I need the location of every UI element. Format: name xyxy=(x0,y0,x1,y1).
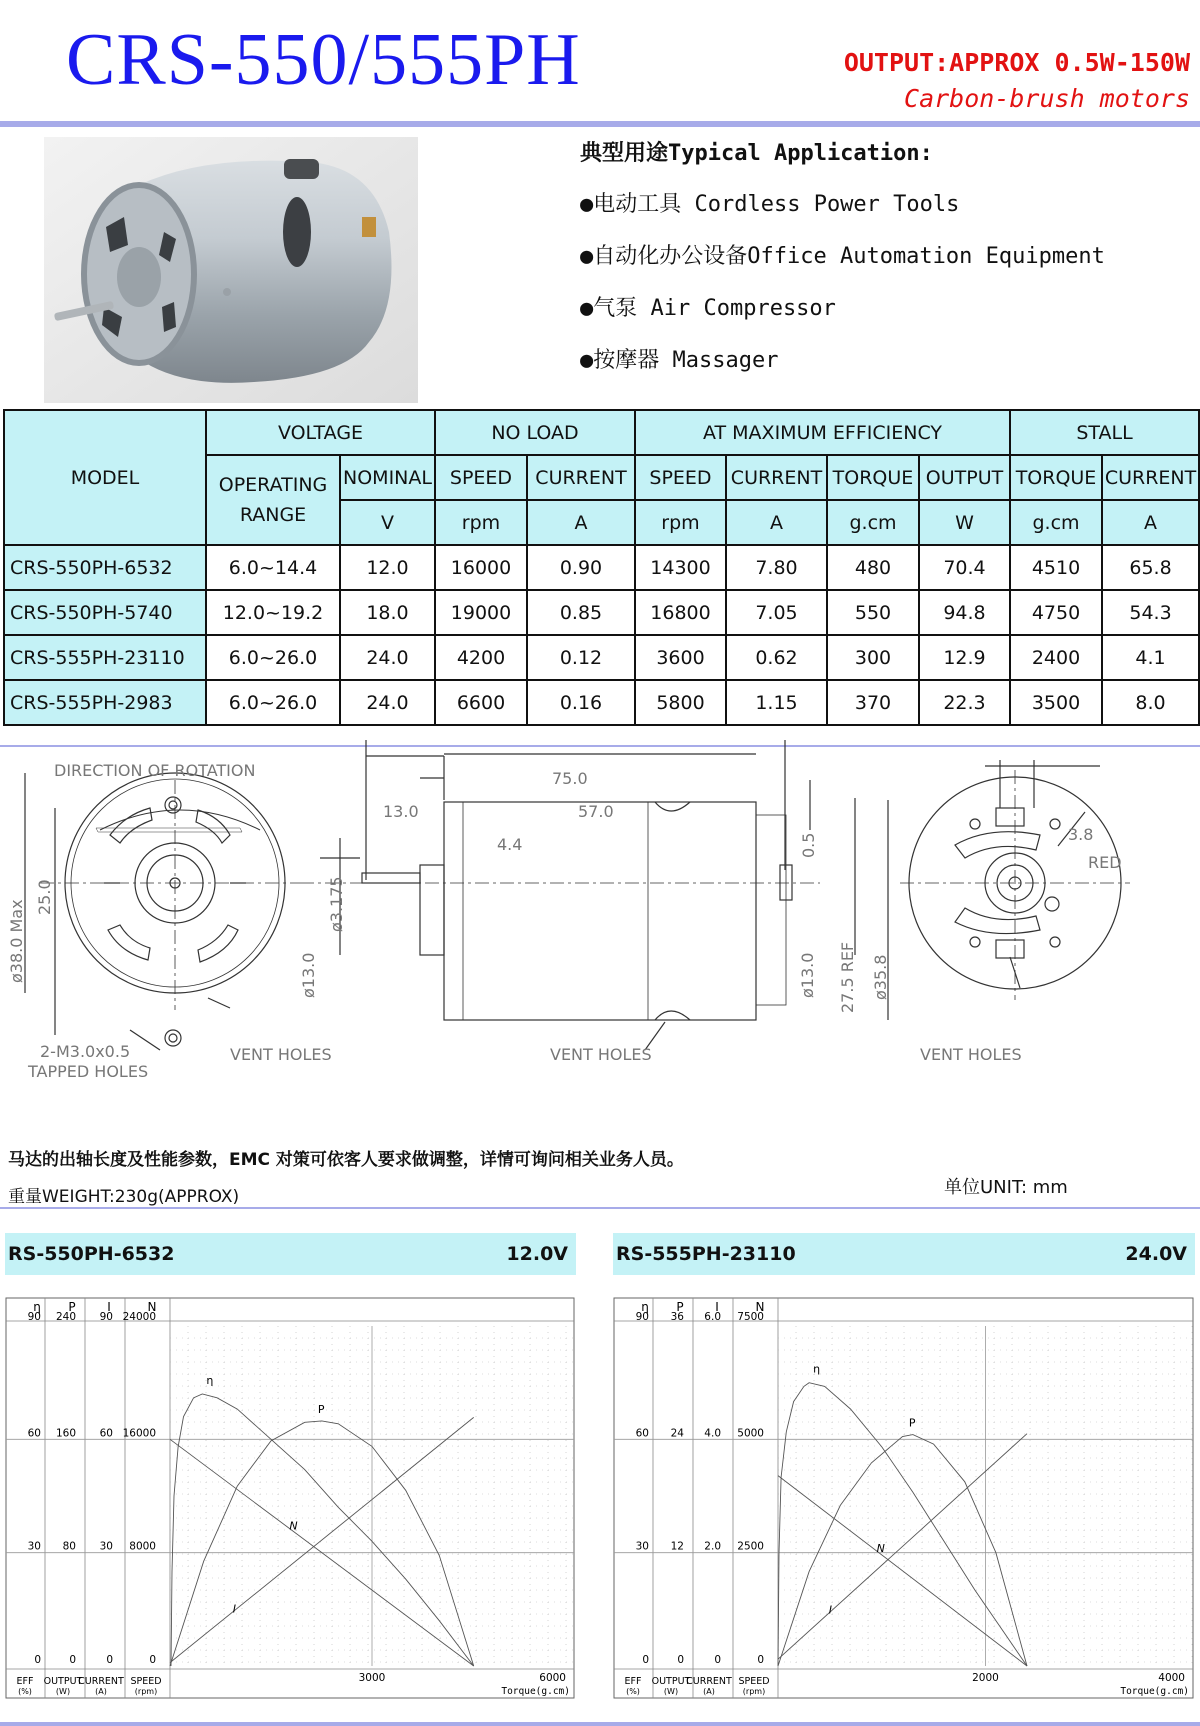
application-heading: 典型用途Typical Application: xyxy=(580,141,933,166)
curve-out xyxy=(778,1435,1027,1666)
axis-tick-cur: 2.0 xyxy=(704,1540,721,1553)
curve-cur xyxy=(778,1434,1027,1660)
curve-label-cur: I xyxy=(232,1602,237,1616)
motor-photo xyxy=(44,137,418,403)
dim-offset: 0.5 xyxy=(799,832,818,858)
curve-label-eff: η xyxy=(813,1362,821,1376)
table-cell: 300 xyxy=(827,635,919,680)
tapped-holes-label: TAPPED HOLES xyxy=(28,1062,149,1081)
table-row xyxy=(4,590,1199,635)
axis-tick-out: 12 xyxy=(670,1540,684,1553)
dim-shaft-diameter: ø3.175 xyxy=(327,876,346,932)
axis-unit-spd: (rpm) xyxy=(134,1687,158,1696)
table-row xyxy=(4,545,1199,590)
application-item: ●电动工具 Cordless Power Tools xyxy=(580,192,960,217)
vent-holes-label: VENT HOLES xyxy=(920,1045,1022,1064)
performance-chart-2 xyxy=(613,1296,1195,1701)
chart-1-title: RS-550PH-6532 xyxy=(8,1243,175,1265)
output-range-label: OUTPUT:APPROX 0.5W-150W xyxy=(843,48,1190,77)
axis-unit-out: (W) xyxy=(663,1687,679,1696)
axis-foot-out: OUTPUT xyxy=(43,1676,83,1687)
table-cell: 370 xyxy=(827,680,919,725)
axis-head-spd: N xyxy=(755,1300,765,1314)
unit-cell: W xyxy=(919,500,1010,545)
axis-foot-spd: SPEED xyxy=(130,1676,162,1687)
x-tick-label: 2000 xyxy=(972,1672,999,1684)
dim-boss-diameter: ø13.0 xyxy=(299,952,318,998)
axis-tick-cur: 6.0 xyxy=(704,1311,721,1323)
table-cell: 2400 xyxy=(1010,635,1102,680)
dim-boss-length: 4.4 xyxy=(497,835,523,854)
table-cell: 4510 xyxy=(1010,545,1102,590)
vent-holes-label: VENT HOLES xyxy=(230,1045,332,1064)
curve-label-out: P xyxy=(908,1416,916,1430)
footer-divider xyxy=(0,1722,1200,1726)
table-cell: 4.1 xyxy=(1102,635,1199,680)
stall-torque-header: TORQUE xyxy=(1010,455,1102,500)
notes xyxy=(8,1145,684,1207)
notes-divider xyxy=(0,1207,1200,1209)
red-terminal-label: RED xyxy=(1088,853,1122,872)
application-item: ●气泵 Air Compressor xyxy=(580,296,836,321)
axis-unit-cur: (A) xyxy=(703,1687,715,1696)
axis-foot-out: OUTPUT xyxy=(651,1676,691,1687)
chart-2-voltage: 24.0V xyxy=(1125,1243,1187,1265)
axis-tick-eff: 30 xyxy=(635,1540,649,1553)
x-tick-label: 4000 xyxy=(1158,1672,1185,1684)
axis-tick-out: 0 xyxy=(69,1654,76,1666)
dim-body-diameter: ø35.8 xyxy=(871,954,890,1000)
maxeff-output-header: OUTPUT xyxy=(919,455,1010,500)
dim-body-length: 57.0 xyxy=(578,802,614,821)
table-cell: 5800 xyxy=(635,680,726,725)
chart-2-title: RS-555PH-23110 xyxy=(616,1243,796,1265)
axis-head-spd: N xyxy=(147,1300,157,1314)
operating-range-header: OPERATING RANGE xyxy=(206,455,340,545)
chart-2-header xyxy=(613,1233,1195,1275)
table-cell: 4200 xyxy=(435,635,527,680)
dim-overall-length: 75.0 xyxy=(552,769,588,788)
table-cell: 0.85 xyxy=(527,590,635,635)
table-row xyxy=(4,680,1199,725)
model-cell: CRS-555PH-2983 xyxy=(4,680,206,725)
table-cell: 12.9 xyxy=(919,635,1010,680)
axis-foot-cur: CURRENT xyxy=(78,1676,124,1687)
unit-cell: V xyxy=(340,500,435,545)
unit-note: 单位UNIT: mm xyxy=(944,1177,1068,1198)
motor-type-subtitle: Carbon-brush motors xyxy=(904,84,1190,113)
axis-tick-cur: 60 xyxy=(99,1427,113,1440)
axis-tick-spd: 8000 xyxy=(129,1540,156,1553)
table-cell: 65.8 xyxy=(1102,545,1199,590)
unit-cell: A xyxy=(726,500,827,545)
model-header: MODEL xyxy=(4,410,206,545)
axis-tick-spd: 0 xyxy=(149,1654,156,1666)
application-item: ●按摩器 Massager xyxy=(580,348,779,373)
x-tick-label: 3000 xyxy=(358,1672,386,1684)
curve-label-spd: N xyxy=(876,1541,885,1555)
axis-tick-eff: 60 xyxy=(635,1427,649,1440)
dim-hole-spacing: 25.0 xyxy=(35,879,54,915)
table-cell: 3600 xyxy=(635,635,726,680)
axis-foot-eff: EFF xyxy=(624,1676,642,1687)
axis-tick-cur: 0 xyxy=(714,1654,721,1666)
table-cell: 16800 xyxy=(635,590,726,635)
table-cell: 18.0 xyxy=(340,590,435,635)
axis-tick-spd: 24000 xyxy=(122,1311,156,1323)
table-cell: 0.62 xyxy=(726,635,827,680)
application-item: ●自动化办公设备Office Automation Equipment xyxy=(580,244,1105,269)
noload-current-header: CURRENT xyxy=(527,455,635,500)
header-divider xyxy=(0,121,1200,127)
curve-label-spd: N xyxy=(289,1519,298,1533)
curve-label-out: P xyxy=(317,1402,325,1416)
axis-head-cur: I xyxy=(715,1300,719,1314)
axis-tick-spd: 7500 xyxy=(737,1311,764,1323)
table-cell: 6600 xyxy=(435,680,527,725)
unit-cell: g.cm xyxy=(1010,500,1102,545)
axis-tick-out: 0 xyxy=(677,1654,684,1666)
nominal-header: NOMINAL xyxy=(340,455,435,500)
unit-cell: A xyxy=(527,500,635,545)
table-cell: 70.4 xyxy=(919,545,1010,590)
table-cell: 16000 xyxy=(435,545,527,590)
x-axis-label: Torque(g.cm) xyxy=(1120,1686,1189,1697)
stall-current-header: CURRENT xyxy=(1102,455,1199,500)
table-cell: 0.90 xyxy=(527,545,635,590)
noload-speed-header: SPEED xyxy=(435,455,527,500)
unit-cell: rpm xyxy=(435,500,527,545)
weight-note: 重量WEIGHT:230g(APPROX) xyxy=(8,1187,240,1207)
table-cell: 19000 xyxy=(435,590,527,635)
table-cell: 54.3 xyxy=(1102,590,1199,635)
unit-cell: rpm xyxy=(635,500,726,545)
curve-spd xyxy=(778,1476,1027,1666)
axis-tick-eff: 60 xyxy=(27,1427,41,1440)
page-title: CRS-550/555PH xyxy=(66,19,581,101)
table-cell: 7.05 xyxy=(726,590,827,635)
axis-foot-spd: SPEED xyxy=(738,1676,770,1687)
typical-application-list xyxy=(580,136,1105,395)
axis-tick-out: 36 xyxy=(670,1311,684,1323)
table-cell: 6.0~26.0 xyxy=(206,635,340,680)
model-cell: CRS-555PH-23110 xyxy=(4,635,206,680)
table-row xyxy=(4,635,1199,680)
axis-unit-cur: (A) xyxy=(95,1687,107,1696)
table-cell: 6.0~26.0 xyxy=(206,680,340,725)
axis-unit-out: (W) xyxy=(55,1687,71,1696)
dim-rear-boss-diameter: ø13.0 xyxy=(798,952,817,998)
axis-head-out: P xyxy=(676,1300,684,1314)
axis-tick-eff: 90 xyxy=(635,1311,649,1323)
table-cell: 94.8 xyxy=(919,590,1010,635)
table-cell: 1.15 xyxy=(726,680,827,725)
dimension-drawing xyxy=(0,740,1200,1120)
table-cell: 0.16 xyxy=(527,680,635,725)
table-cell: 4750 xyxy=(1010,590,1102,635)
max-efficiency-header: AT MAXIMUM EFFICIENCY xyxy=(635,410,1010,455)
unit-cell: g.cm xyxy=(827,500,919,545)
axis-unit-eff: (%) xyxy=(18,1687,32,1696)
no-load-header: NO LOAD xyxy=(435,410,635,455)
table-cell: 3500 xyxy=(1010,680,1102,725)
table-cell: 0.12 xyxy=(527,635,635,680)
axis-unit-eff: (%) xyxy=(626,1687,640,1696)
tapped-holes-spec: 2-M3.0x0.5 xyxy=(40,1042,131,1061)
axis-tick-cur: 0 xyxy=(106,1654,113,1666)
dim-shaft-length: 13.0 xyxy=(383,802,419,821)
unit-cell: A xyxy=(1102,500,1199,545)
x-axis-label: Torque(g.cm) xyxy=(501,1686,570,1697)
table-cell: 8.0 xyxy=(1102,680,1199,725)
chart-frame xyxy=(614,1298,1193,1698)
axis-head-eff: η xyxy=(641,1300,649,1314)
curve-out xyxy=(170,1421,474,1666)
axis-foot-eff: EFF xyxy=(16,1676,34,1687)
curve-label-eff: η xyxy=(206,1374,214,1387)
maxeff-speed-header: SPEED xyxy=(635,455,726,500)
axis-tick-out: 80 xyxy=(62,1540,76,1553)
axis-unit-spd: (rpm) xyxy=(742,1687,766,1696)
table-cell: 6.0~14.4 xyxy=(206,545,340,590)
axis-head-out: P xyxy=(68,1300,76,1314)
model-cell: CRS-550PH-6532 xyxy=(4,545,206,590)
dim-outer-diameter: ø38.0 Max xyxy=(7,899,26,983)
x-tick-label: 6000 xyxy=(539,1672,566,1684)
stall-header: STALL xyxy=(1010,410,1199,455)
axis-tick-eff: 0 xyxy=(642,1654,649,1666)
dim-terminal-width: 3.8 xyxy=(1068,825,1094,844)
axis-tick-cur: 90 xyxy=(99,1311,113,1323)
axis-tick-cur: 4.0 xyxy=(704,1427,721,1440)
chart-1-header xyxy=(5,1233,576,1275)
axis-tick-cur: 30 xyxy=(99,1540,113,1553)
table-cell: 12.0 xyxy=(340,545,435,590)
performance-chart-1 xyxy=(5,1296,576,1701)
curve-eff xyxy=(778,1383,1027,1666)
axis-tick-spd: 5000 xyxy=(737,1427,764,1440)
table-cell: 12.0~19.2 xyxy=(206,590,340,635)
table-cell: 7.80 xyxy=(726,545,827,590)
axis-tick-out: 160 xyxy=(55,1427,76,1440)
maxeff-current-header: CURRENT xyxy=(726,455,827,500)
table-cell: 24.0 xyxy=(340,635,435,680)
table-cell: 480 xyxy=(827,545,919,590)
vent-holes-label: VENT HOLES xyxy=(550,1045,652,1064)
maxeff-torque-header: TORQUE xyxy=(827,455,919,500)
axis-tick-out: 240 xyxy=(55,1311,76,1323)
axis-tick-eff: 90 xyxy=(27,1311,41,1323)
rotation-label: DIRECTION OF ROTATION xyxy=(54,761,256,780)
table-cell: 22.3 xyxy=(919,680,1010,725)
axis-foot-cur: CURRENT xyxy=(686,1676,732,1687)
specification-table xyxy=(3,409,1200,726)
chart-1-voltage: 12.0V xyxy=(506,1243,568,1265)
motor-photo-illustration xyxy=(44,137,418,403)
dim-reference: 27.5 REF xyxy=(838,941,857,1013)
axis-tick-spd: 16000 xyxy=(122,1427,156,1440)
model-cell: CRS-550PH-5740 xyxy=(4,590,206,635)
axis-tick-spd: 0 xyxy=(757,1654,764,1666)
axis-tick-spd: 2500 xyxy=(737,1540,764,1553)
customization-note: 马达的出轴长度及性能参数，EMC 对策可依客人要求做调整，详情可询问相关业务人员。 xyxy=(8,1150,684,1170)
curve-label-cur: I xyxy=(828,1603,833,1617)
table-cell: 24.0 xyxy=(340,680,435,725)
voltage-header: VOLTAGE xyxy=(206,410,435,455)
axis-head-cur: I xyxy=(107,1300,111,1314)
axis-tick-eff: 0 xyxy=(34,1654,41,1666)
table-cell: 550 xyxy=(827,590,919,635)
axis-head-eff: η xyxy=(33,1300,41,1314)
axis-tick-eff: 30 xyxy=(27,1540,41,1553)
side-view-body xyxy=(444,802,756,1020)
table-cell: 14300 xyxy=(635,545,726,590)
axis-tick-out: 24 xyxy=(670,1427,684,1440)
